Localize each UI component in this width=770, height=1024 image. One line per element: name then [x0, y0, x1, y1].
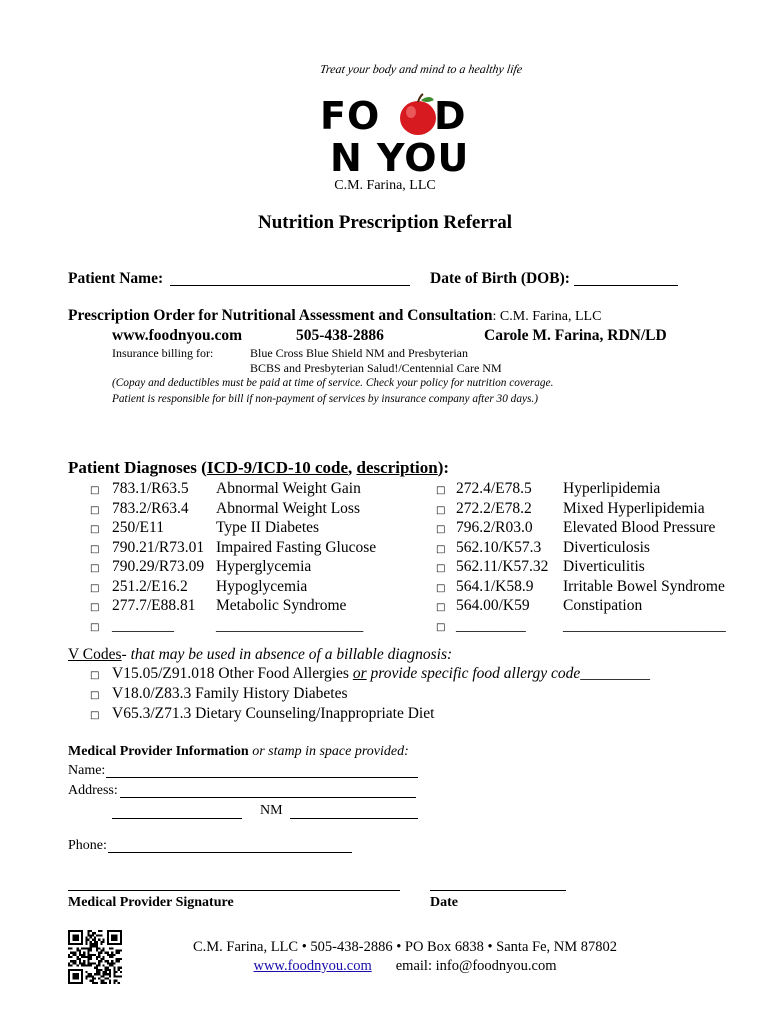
diagnoses-heading-codes: ICD-9/ICD-10 code: [206, 458, 349, 477]
diagnosis-description: Hypoglycemia: [216, 577, 308, 595]
diagnoses-heading-end: ):: [437, 458, 450, 477]
copay-note-1: (Copay and deductibles must be paid at time of service. Check your policy for nutrition coverage.: [112, 377, 554, 389]
diagnosis-checkbox[interactable]: □: [436, 543, 446, 555]
insurance-line-1: Blue Cross Blue Shield NM and Presbyterian: [250, 346, 468, 360]
diagnosis-description: Diverticulosis: [563, 538, 650, 556]
order-company: : C.M. Farina, LLC: [492, 309, 602, 324]
provider-date-field[interactable]: [430, 890, 566, 891]
logo-tagline: Treat your body and mind to a healthy life: [319, 62, 524, 76]
provider-city-field[interactable]: [112, 818, 242, 819]
diagnosis-code: 783.2/R63.4: [112, 499, 189, 517]
diagnosis-description: Abnormal Weight Gain: [216, 480, 361, 497]
diagnosis-checkbox[interactable]: □: [436, 485, 446, 496]
diagnosis-checkbox[interactable]: □: [436, 524, 446, 535]
provider-heading-rest: or stamp in space provided:: [248, 744, 409, 759]
vcode-food-allergies-rest: provide specific food allergy code_________: [366, 665, 650, 682]
vcodes-heading: [68, 646, 452, 664]
diagnosis-description: Hyperglycemia: [216, 558, 312, 575]
logo-word-n-you: N YOU: [330, 136, 470, 180]
vcodes-heading-rest: - that may be used in absence of a billable diagnosis:: [121, 646, 453, 663]
dob-label: Date of Birth (DOB):: [430, 270, 570, 287]
dob-field[interactable]: [574, 285, 678, 286]
checkbox-vcode-dietary-counseling[interactable]: □: [90, 710, 100, 721]
diagnosis-checkbox[interactable]: □: [436, 602, 446, 613]
diagnosis-checkbox[interactable]: □: [436, 504, 446, 516]
diagnosis-code: 250/E11: [112, 519, 164, 536]
diagnoses-heading-text: Patient Diagnoses (: [68, 458, 207, 477]
diagnosis-code: 790.29/R73.09: [112, 558, 205, 575]
provider-address-label: Address:: [68, 783, 118, 798]
diagnosis-checkbox[interactable]: □: [90, 563, 100, 574]
diagnosis-description: Diverticulitis: [563, 558, 645, 575]
vcodes-heading-text: V Codes: [68, 646, 122, 663]
diagnosis-code: _________: [456, 616, 526, 634]
diagnosis-checkbox[interactable]: □: [436, 563, 446, 574]
patient-name-label: Patient Name:: [68, 270, 164, 287]
diagnoses-heading-comma: ,: [348, 458, 357, 477]
provider-zip-field[interactable]: [290, 818, 418, 819]
diagnosis-code: 783.1/R63.5: [112, 480, 189, 497]
provider-heading-text: Medical Provider Information: [68, 744, 249, 759]
diagnosis-checkbox[interactable]: □: [90, 524, 100, 535]
footer-contact: C.M. Farina, LLC • 505-438-2886 • PO Box 6838 • Santa Fe, NM 87802: [192, 939, 618, 955]
provider-name-field[interactable]: [106, 777, 418, 778]
diagnosis-code: 562.11/K57.32: [456, 558, 549, 575]
diagnosis-description: Elevated Blood Pressure: [563, 519, 716, 536]
footer-email: email: info@foodnyou.com: [395, 958, 557, 974]
diagnoses-heading-desc: description: [356, 458, 438, 477]
footer-web-line: [120, 958, 690, 975]
diagnosis-checkbox[interactable]: □: [90, 602, 100, 613]
order-heading: [68, 307, 601, 325]
diagnosis-description: Impaired Fasting Glucose: [216, 538, 377, 556]
diagnosis-checkbox[interactable]: □: [90, 504, 100, 516]
vcode-food-allergies-text: V15.05/Z91.018 Other Food Allergies: [112, 665, 353, 682]
provider-heading: [68, 744, 409, 760]
diagnosis-code: 562.10/K57.3: [456, 538, 542, 556]
diagnosis-checkbox[interactable]: □: [90, 582, 100, 594]
diagnosis-code: 564.00/K59: [456, 597, 530, 614]
vcode-family-history: V18.0/Z83.3 Family History Diabetes: [112, 685, 348, 702]
diagnosis-description: _____________________: [563, 616, 726, 634]
diagnosis-code: 790.21/R73.01: [112, 538, 205, 556]
order-dietitian: Carole M. Farina, RDN/LD: [484, 327, 667, 344]
order-phone: 505-438-2886: [296, 327, 384, 344]
diagnosis-checkbox[interactable]: □: [90, 543, 100, 555]
diagnosis-code: 251.2/E16.2: [112, 577, 188, 595]
diagnosis-code: 272.4/E78.5: [456, 480, 532, 497]
diagnoses-heading: [68, 458, 449, 478]
diagnosis-checkbox[interactable]: □: [90, 485, 100, 496]
patient-name-field[interactable]: [170, 285, 410, 286]
diagnosis-checkbox[interactable]: □: [436, 621, 446, 633]
order-heading-text: Prescription Order for Nutritional Assessment and Consultation: [68, 307, 493, 324]
provider-name-label: Name:: [68, 763, 106, 778]
vcode-dietary-counseling: V65.3/Z71.3 Dietary Counseling/Inappropriate Diet: [112, 705, 435, 722]
diagnosis-code: 272.2/E78.2: [456, 499, 532, 517]
diagnosis-code: 277.7/E88.81: [112, 597, 196, 614]
qr-code: [68, 930, 122, 984]
diagnosis-description: Hyperlipidemia: [563, 480, 661, 497]
diagnosis-code: 796.2/R03.0: [456, 519, 533, 536]
diagnosis-description: Abnormal Weight Loss: [216, 499, 360, 517]
checkbox-vcode-family-history[interactable]: □: [90, 690, 100, 701]
diagnosis-checkbox[interactable]: □: [90, 621, 100, 633]
insurance-line-2: BCBS and Presbyterian Salud!/Centennial Care NM: [250, 361, 502, 375]
logo-word-food-a: FO: [320, 94, 381, 138]
provider-signature-label: Medical Provider Signature: [68, 895, 234, 910]
checkbox-vcode-food-allergies[interactable]: □: [90, 670, 100, 681]
provider-date-label: Date: [430, 895, 458, 910]
diagnosis-code: ________: [112, 616, 174, 634]
insurance-label: Insurance billing for:: [112, 346, 214, 360]
diagnosis-description: Constipation: [563, 597, 643, 614]
provider-phone-label: Phone:: [68, 838, 107, 853]
provider-phone-field[interactable]: [108, 852, 352, 853]
vcode-food-allergies: [112, 665, 650, 683]
provider-state: NM: [260, 803, 283, 818]
diagnosis-description: Metabolic Syndrome: [216, 597, 347, 614]
diagnosis-code: 564.1/K58.9: [456, 577, 534, 595]
diagnosis-description: ___________________: [216, 616, 364, 634]
company-name: C.M. Farina, LLC: [334, 178, 436, 193]
logo-word-food-b: D: [434, 94, 467, 138]
order-website: www.foodnyou.com: [112, 327, 243, 344]
provider-signature-field[interactable]: [68, 890, 400, 891]
copay-note-2: Patient is responsible for bill if non-payment of services by insurance company after 30 days.): [112, 393, 538, 405]
diagnosis-description: Type II Diabetes: [216, 519, 320, 536]
diagnosis-checkbox[interactable]: □: [436, 582, 446, 594]
vcode-food-allergies-or: or: [352, 665, 367, 682]
diagnosis-description: Mixed Hyperlipidemia: [563, 499, 705, 517]
footer-website-link[interactable]: www.foodnyou.com: [253, 958, 372, 974]
page-title: Nutrition Prescription Referral: [258, 212, 512, 233]
food-n-you-logo: [300, 60, 524, 180]
provider-address-field[interactable]: [120, 797, 416, 798]
diagnosis-description: Irritable Bowel Syndrome: [563, 577, 725, 595]
